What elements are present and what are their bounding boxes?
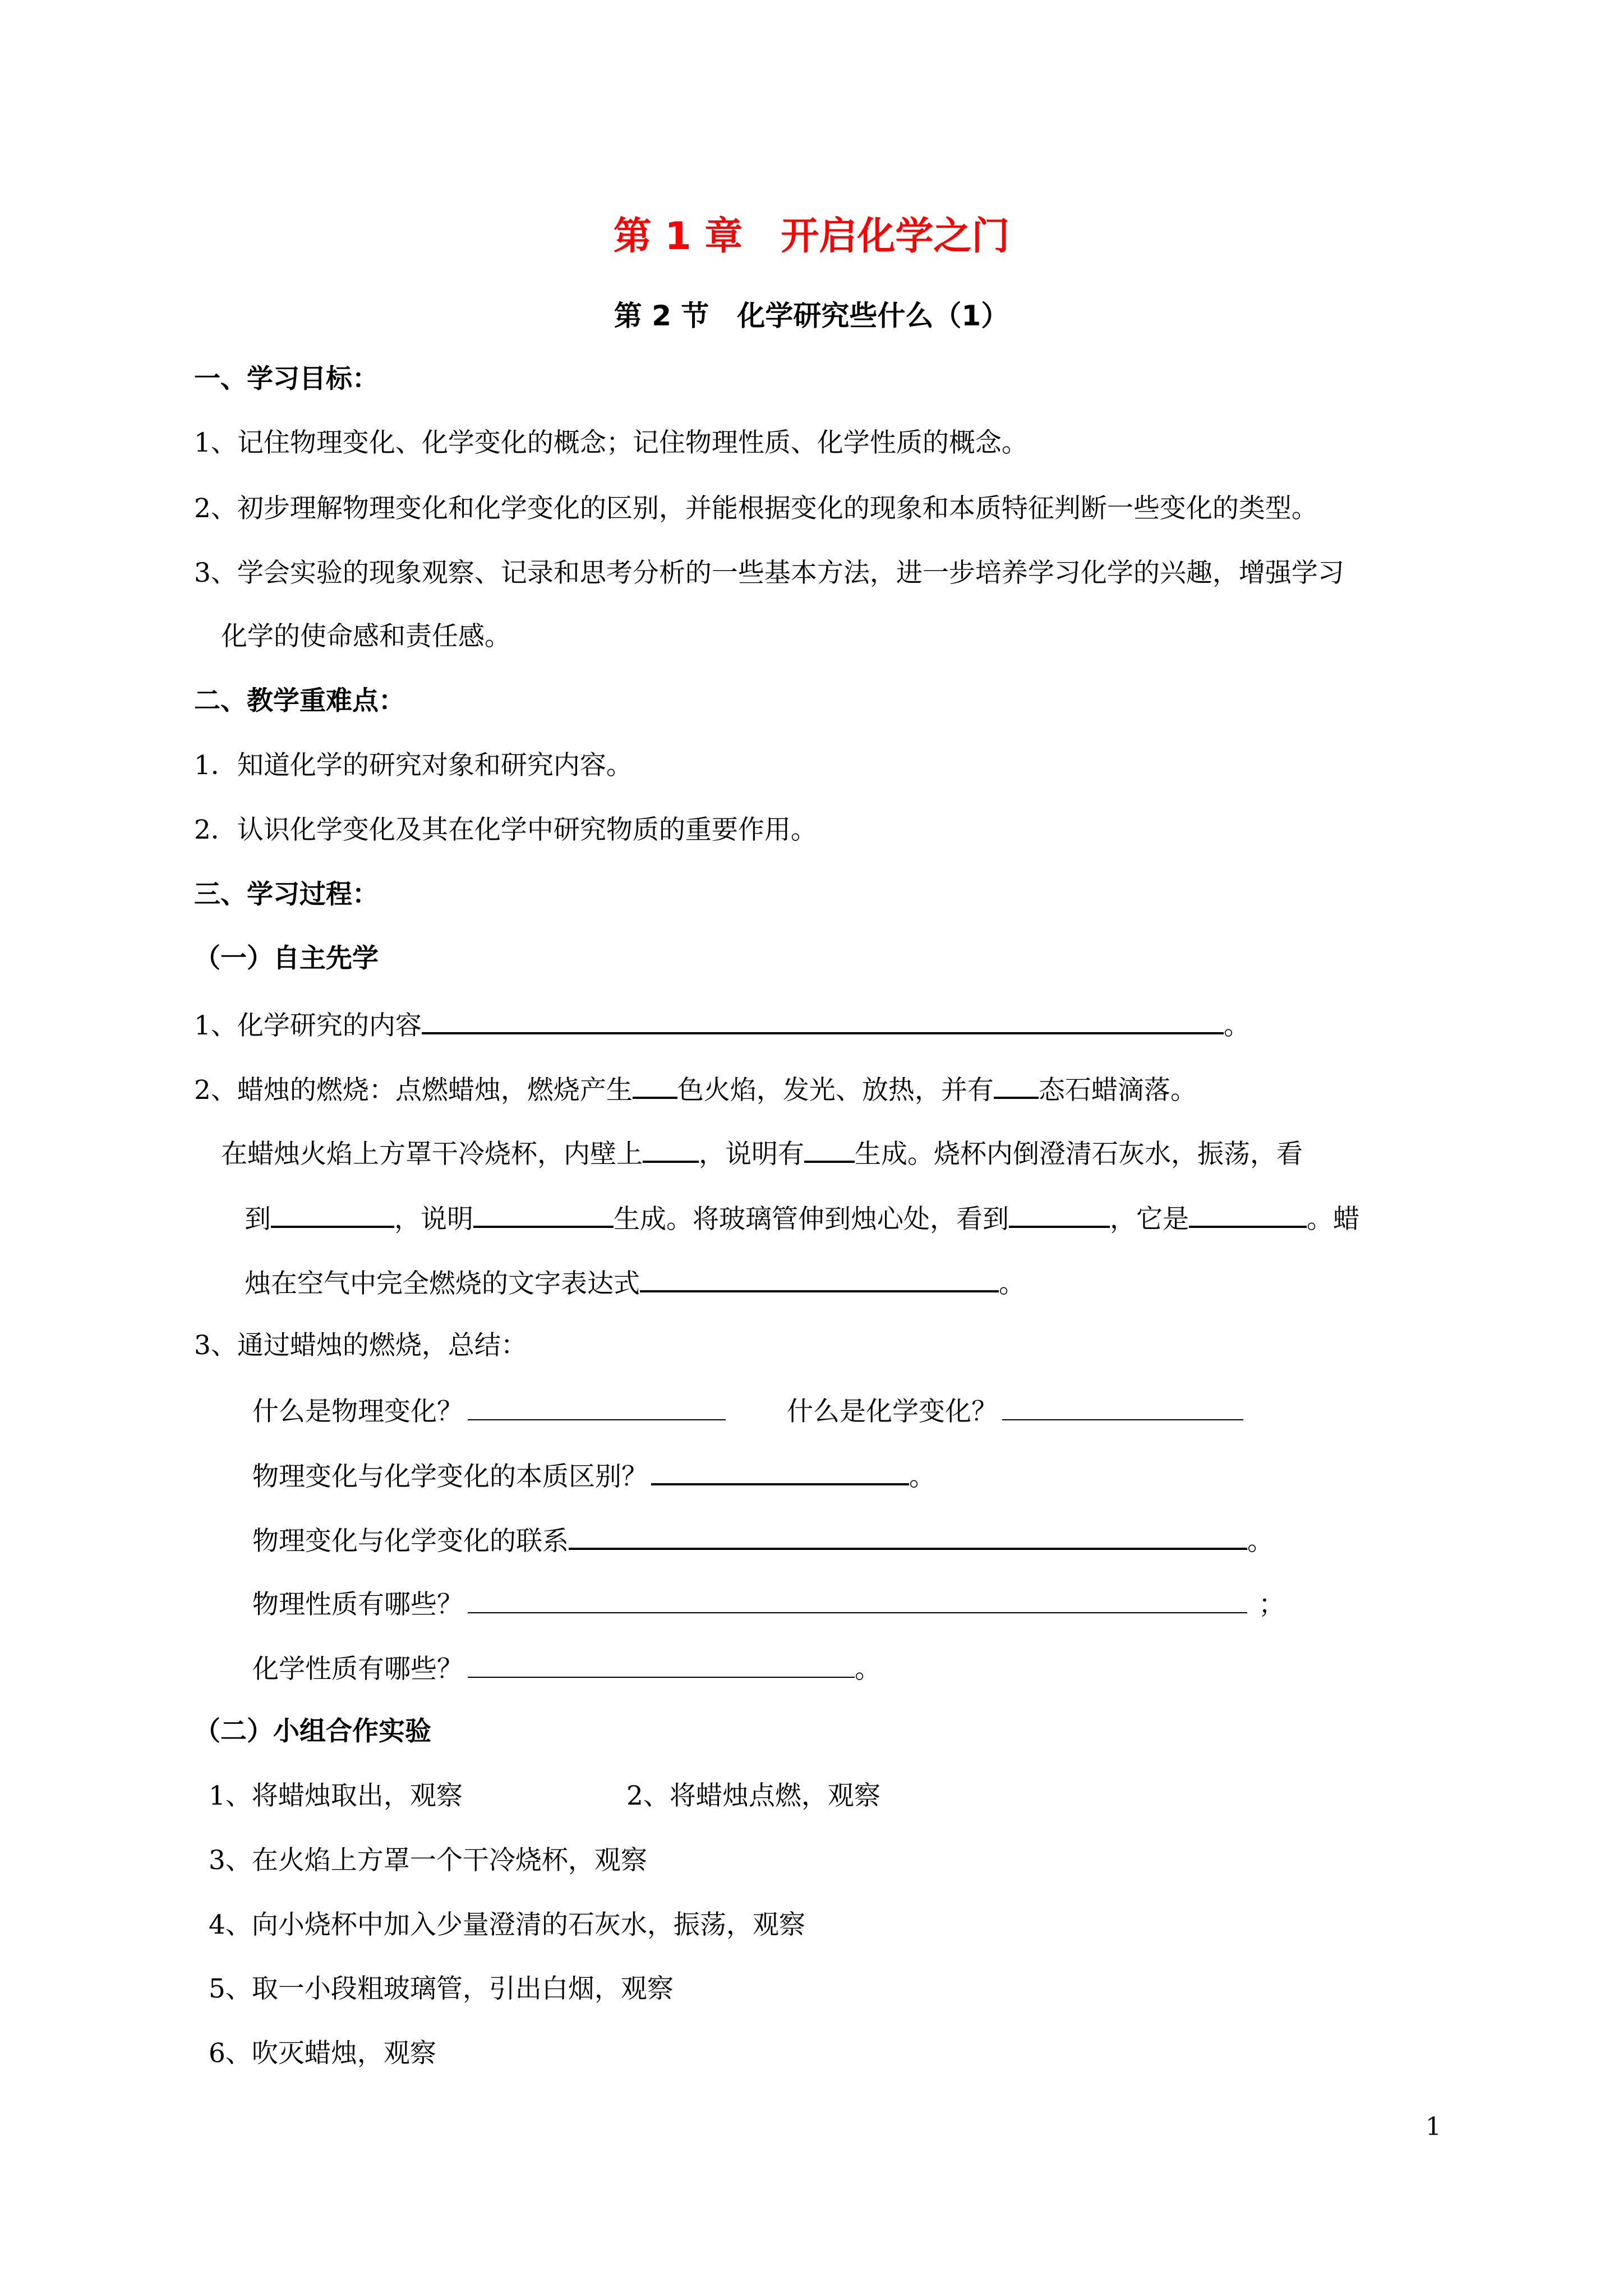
question-2-text: 到 [245, 1204, 271, 1235]
process-heading: 三、学习过程： [194, 879, 379, 910]
answer-blank[interactable] [422, 1010, 1224, 1034]
question-2-text: 态石蜡滴落。 [1038, 1075, 1197, 1106]
question-2-text: 生成。将玻璃管伸到烛心处，看到 [614, 1204, 1009, 1235]
question-2-text: 生成。烧杯内倒澄清石灰水，振荡，看 [855, 1139, 1303, 1170]
goal-item-2: 2、初步理解物理变化和化学变化的区别，并能根据变化的现象和本质特征判断一些变化的类型。 [194, 493, 1318, 524]
question-2-line-2 [221, 1138, 1303, 1170]
experiment-step-4: 4、向小烧杯中加入少量澄清的石灰水，振荡，观察 [209, 1910, 805, 1940]
question-3-text: 物理变化与化学变化的联系 [252, 1526, 569, 1557]
self-study-heading: （一）自主先学 [194, 943, 379, 974]
experiment-step-1: 1、将蜡烛取出，观察 [209, 1780, 463, 1811]
answer-blank[interactable] [1189, 1203, 1307, 1228]
physical-properties-prompt [252, 1590, 1285, 1618]
question-2-text: ，说明 [394, 1204, 473, 1235]
chemical-properties-prompt [252, 1654, 881, 1685]
question-2 [194, 1074, 1197, 1106]
punctuation: 。 [1247, 1526, 1274, 1557]
answer-blank[interactable] [640, 1268, 999, 1292]
group-experiment-heading: （二）小组合作实验 [194, 1716, 431, 1747]
answer-blank[interactable] [651, 1461, 909, 1485]
answer-blank[interactable] [633, 1074, 677, 1099]
goal-item-1: 1、记住物理变化、化学变化的概念；记住物理性质、化学性质的概念。 [194, 427, 1028, 458]
chapter-title: 第 1 章 开启化学之门 [613, 214, 1010, 259]
punctuation: 。 [1223, 1010, 1250, 1041]
physical-change-prompt [252, 1397, 726, 1425]
punctuation: 。 [999, 1268, 1025, 1299]
question-3-text: 化学性质有哪些？ [252, 1654, 463, 1685]
punctuation: ； [1258, 1589, 1285, 1620]
question-2-text: ，说明有 [699, 1139, 804, 1170]
question-2-text: 。蜡 [1307, 1204, 1359, 1235]
question-2-text: 烛在空气中完全燃烧的文字表达式 [245, 1268, 640, 1299]
experiment-step-6: 6、吹灭蜡烛，观察 [209, 2038, 436, 2069]
goals-heading: 一、学习目标： [194, 364, 379, 394]
answer-blank[interactable] [468, 1654, 855, 1678]
answer-blank[interactable] [1002, 1397, 1243, 1420]
key-point-2: 2．认识化学变化及其在化学中研究物质的重要作用。 [194, 815, 817, 845]
goal-item-3-cont: 化学的使命感和责任感。 [221, 621, 511, 652]
question-2-line-4 [245, 1268, 1025, 1297]
question-3-text: 什么是化学变化？ [787, 1396, 998, 1427]
answer-blank[interactable] [994, 1074, 1039, 1099]
page-number: 1 [1426, 2113, 1441, 2141]
question-1 [194, 1010, 1250, 1039]
answer-blank[interactable] [804, 1138, 855, 1163]
question-3-text: 物理变化与化学变化的本质区别？ [252, 1461, 648, 1492]
question-1-text: 1、化学研究的内容 [194, 1010, 422, 1041]
essential-difference-prompt [252, 1461, 935, 1490]
goal-item-3: 3、学会实验的现象观察、记录和思考分析的一些基本方法，进一步培养学习化学的兴趣，增强学习 [194, 558, 1344, 588]
question-2-line-3 [245, 1203, 1359, 1235]
question-2-text: 2、蜡烛的燃烧：点燃蜡烛，燃烧产生 [194, 1075, 633, 1106]
answer-blank[interactable] [643, 1138, 699, 1163]
experiment-step-5: 5、取一小段粗玻璃管，引出白烟，观察 [209, 1973, 674, 2004]
answer-blank[interactable] [473, 1203, 614, 1228]
relation-prompt [252, 1525, 1274, 1557]
question-2-text: 色火焰，发光、放热，并有 [677, 1075, 994, 1106]
punctuation: 。 [855, 1654, 881, 1685]
experiment-step-2: 2、将蜡烛点燃，观察 [626, 1780, 880, 1811]
question-2-text: 在蜡烛火焰上方罩干冷烧杯，内壁上 [221, 1139, 643, 1170]
question-3-text: 物理性质有哪些？ [252, 1589, 463, 1620]
experiment-step-3: 3、在火焰上方罩一个干冷烧杯，观察 [209, 1845, 647, 1876]
question-3-text: 什么是物理变化？ [252, 1396, 463, 1427]
answer-blank[interactable] [1009, 1203, 1110, 1228]
chemical-change-prompt [787, 1397, 1243, 1425]
punctuation: 。 [909, 1461, 935, 1492]
question-2-text: ，它是 [1110, 1204, 1189, 1235]
key-points-heading: 二、教学重难点： [194, 685, 405, 716]
question-3: 3、通过蜡烛的燃烧，总结： [194, 1330, 527, 1361]
answer-blank[interactable] [569, 1525, 1247, 1550]
answer-blank[interactable] [468, 1397, 726, 1420]
answer-blank[interactable] [271, 1203, 394, 1228]
answer-blank[interactable] [468, 1590, 1247, 1613]
key-point-1: 1．知道化学的研究对象和研究内容。 [194, 750, 633, 781]
section-title: 第 2 节 化学研究些什么（1） [614, 300, 1009, 332]
